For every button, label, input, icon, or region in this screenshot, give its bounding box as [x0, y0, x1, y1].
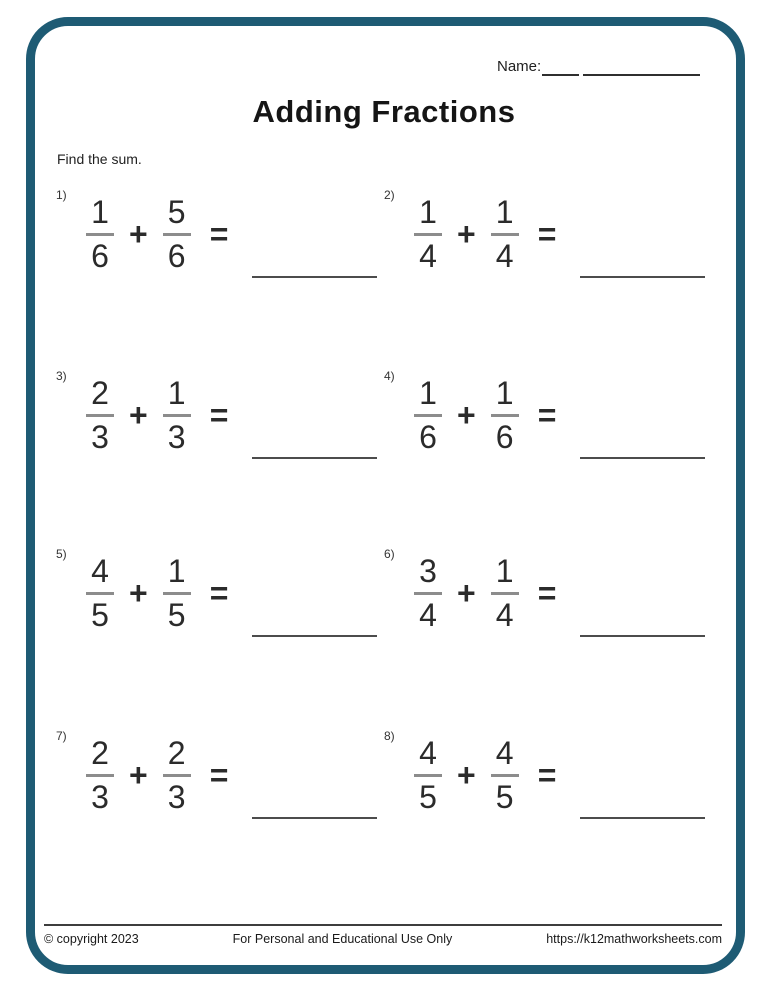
problem-2	[384, 188, 705, 274]
fraction-numerator: 1	[419, 374, 437, 411]
fraction-denominator: 4	[495, 237, 514, 274]
fraction-bar	[414, 414, 442, 417]
fraction-first	[413, 734, 443, 815]
problem-number: 6)	[384, 547, 395, 561]
equals-sign: =	[209, 396, 229, 433]
fraction-denominator: 6	[495, 418, 514, 455]
fraction-bar	[491, 592, 519, 595]
fraction-denominator: 3	[167, 418, 186, 455]
answer-line[interactable]	[580, 276, 705, 278]
plus-sign: +	[129, 215, 148, 252]
fraction-second	[490, 193, 520, 274]
fraction-denominator: 3	[91, 778, 109, 815]
name-label: Name:	[497, 58, 542, 75]
equals-sign: =	[537, 574, 557, 611]
fraction-second	[162, 374, 192, 455]
fraction-numerator: 1	[167, 552, 186, 589]
fraction-denominator: 3	[91, 418, 109, 455]
fraction-bar	[86, 414, 114, 417]
equals-sign: =	[209, 215, 229, 252]
answer-line[interactable]	[580, 457, 705, 459]
fraction-first	[85, 193, 115, 274]
fraction-first	[85, 552, 115, 633]
fraction-numerator: 1	[91, 193, 109, 230]
name-input-line-long[interactable]	[583, 74, 700, 76]
fraction-bar	[491, 414, 519, 417]
fraction-first	[413, 552, 443, 633]
plus-sign: +	[129, 396, 148, 433]
answer-line[interactable]	[580, 635, 705, 637]
plus-sign: +	[129, 756, 148, 793]
fraction-denominator: 6	[91, 237, 109, 274]
fraction-numerator: 4	[495, 734, 514, 771]
answer-line[interactable]	[252, 817, 377, 819]
plus-sign: +	[457, 396, 476, 433]
fraction-numerator: 4	[91, 552, 109, 589]
fraction-bar	[163, 414, 191, 417]
fraction-bar	[491, 233, 519, 236]
fraction-denominator: 6	[167, 237, 186, 274]
instruction-text: Find the sum.	[57, 151, 142, 167]
worksheet-title: Adding Fractions	[252, 94, 516, 129]
fraction-bar	[163, 592, 191, 595]
fraction-second	[490, 552, 520, 633]
fraction-bar	[414, 233, 442, 236]
footer-copyright: © copyright 2023	[44, 932, 139, 946]
equals-sign: =	[537, 756, 557, 793]
fraction-second	[490, 374, 520, 455]
fraction-bar	[414, 592, 442, 595]
plus-sign: +	[129, 574, 148, 611]
problem-number: 7)	[56, 729, 67, 743]
problem-7	[56, 729, 377, 815]
fraction-denominator: 3	[167, 778, 186, 815]
fraction-second	[162, 552, 192, 633]
problem-3	[56, 369, 377, 455]
fraction-bar	[86, 233, 114, 236]
problem-4	[384, 369, 705, 455]
fraction-denominator: 6	[419, 418, 437, 455]
equals-sign: =	[209, 756, 229, 793]
fraction-bar	[163, 233, 191, 236]
problem-number: 3)	[56, 369, 67, 383]
fraction-denominator: 4	[419, 596, 437, 633]
fraction-denominator: 4	[495, 596, 514, 633]
equals-sign: =	[537, 396, 557, 433]
fraction-numerator: 1	[167, 374, 186, 411]
problem-number: 5)	[56, 547, 67, 561]
fraction-numerator: 2	[167, 734, 186, 771]
fraction-denominator: 4	[419, 237, 437, 274]
answer-line[interactable]	[252, 276, 377, 278]
fraction-first	[85, 374, 115, 455]
fraction-bar	[86, 592, 114, 595]
fraction-bar	[163, 774, 191, 777]
fraction-second	[490, 734, 520, 815]
fraction-bar	[86, 774, 114, 777]
problem-6	[384, 547, 705, 633]
fraction-numerator: 5	[167, 193, 186, 230]
fraction-second	[162, 734, 192, 815]
equals-sign: =	[537, 215, 557, 252]
footer-divider	[44, 924, 722, 926]
fraction-numerator: 1	[419, 193, 437, 230]
fraction-denominator: 5	[167, 596, 186, 633]
fraction-numerator: 2	[91, 374, 109, 411]
plus-sign: +	[457, 215, 476, 252]
problem-8	[384, 729, 705, 815]
footer	[44, 932, 722, 946]
problem-number: 4)	[384, 369, 395, 383]
fraction-denominator: 5	[419, 778, 437, 815]
problem-number: 2)	[384, 188, 395, 202]
problem-1	[56, 188, 377, 274]
fraction-numerator: 1	[495, 552, 514, 589]
fraction-denominator: 5	[91, 596, 109, 633]
fraction-denominator: 5	[495, 778, 514, 815]
footer-url[interactable]: https://k12mathworksheets.com	[546, 932, 722, 946]
footer-usage: For Personal and Educational Use Only	[232, 932, 453, 946]
fraction-numerator: 1	[495, 193, 514, 230]
fraction-numerator: 4	[419, 734, 437, 771]
answer-line[interactable]	[252, 457, 377, 459]
answer-line[interactable]	[252, 635, 377, 637]
fraction-numerator: 2	[91, 734, 109, 771]
fraction-bar	[414, 774, 442, 777]
fraction-first	[413, 193, 443, 274]
plus-sign: +	[457, 574, 476, 611]
fraction-second	[162, 193, 192, 274]
fraction-first	[85, 734, 115, 815]
fraction-first	[413, 374, 443, 455]
answer-line[interactable]	[580, 817, 705, 819]
problem-number: 8)	[384, 729, 395, 743]
fraction-numerator: 3	[419, 552, 437, 589]
fraction-bar	[491, 774, 519, 777]
problem-5	[56, 547, 377, 633]
fraction-numerator: 1	[495, 374, 514, 411]
equals-sign: =	[209, 574, 229, 611]
plus-sign: +	[457, 756, 476, 793]
problem-number: 1)	[56, 188, 67, 202]
name-input-line-short[interactable]	[542, 74, 579, 76]
